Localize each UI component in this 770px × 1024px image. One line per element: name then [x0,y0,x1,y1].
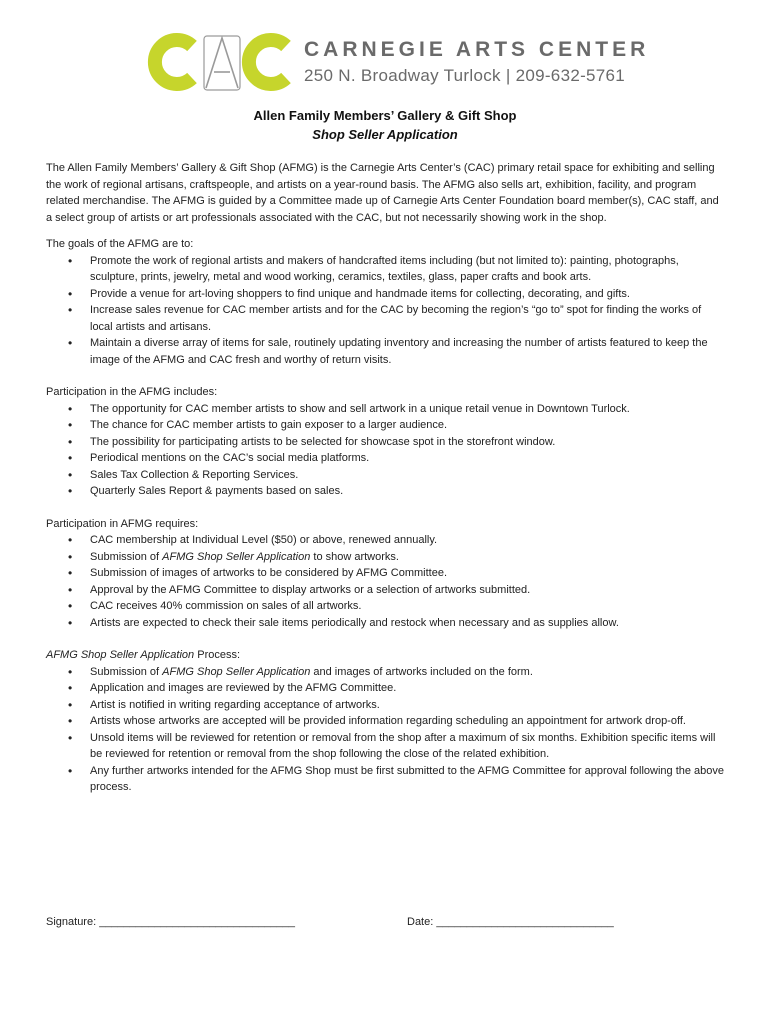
requires-list [46,532,726,631]
item-text: to show artworks. [310,550,399,563]
process-heading [46,647,726,664]
process-section [46,647,726,796]
list-item: • Artists whose artworks are accepted will be provided information regarding scheduling an appointment for artwork drop-off. [90,713,726,730]
application-name: AFMG Shop Seller Application [162,665,311,678]
list-item [90,549,726,566]
document-body [46,160,726,812]
list-item: • The chance for CAC member artists to gain exposer to a larger audience. [90,417,726,434]
list-item: • Periodical mentions on the CAC’s social media platforms. [90,450,726,467]
includes-list [46,401,726,500]
list-item: • Artists are expected to check their sale items periodically and restock when necessary and as supplies allow. [90,615,726,632]
item-text: and images of artworks included on the form. [310,665,533,678]
heading-text: Process: [194,649,241,661]
requires-section [46,516,726,632]
list-item: • Submission of images of artworks to be considered by AFMG Committee. [90,565,726,582]
intro-paragraph: The Allen Family Members’ Gallery & Gift Shop (AFMG) is the Carnegie Arts Center’s (CAC) primary retail space for exhibiting and selling the work of regional artisans, craftspeople, and artists on a year-round basis. The AFMG also sells art, exhibition, facility, and program related merchandise. The AFMG is guided by a Committee made up of Carnegie Arts Center Foundation board member(s), CAC staff, and a select group of artists or art professionals associated with the CAC, but not necessarily showing work in the shop. [46,162,719,224]
cac-logo [146,32,296,92]
goals-section [46,236,726,368]
application-name: AFMG Shop Seller Application [46,649,195,661]
page-title: Allen Family Members’ Gallery & Gift Shop [253,108,517,123]
item-text: Submission of [90,550,163,563]
requires-heading: Participation in AFMG requires: [46,517,199,530]
org-name: CARNEGIE ARTS CENTER [304,38,650,61]
org-address: 250 N. Broadway Turlock | 209-632-5761 [304,66,626,85]
list-item: • Quarterly Sales Report & payments based on sales. [90,483,726,500]
list-item: • Unsold items will be reviewed for retention or removal from the shop after a maximum of six months. Exhibition specific items will be reviewed for retention or removal from the shop following the close of the related exhibition. [90,730,726,763]
list-item: • CAC membership at Individual Level ($50) or above, renewed annually. [90,532,726,549]
list-item [90,664,726,681]
letterhead [146,30,650,96]
list-item: • Any further artworks intended for the AFMG Shop must be first submitted to the AFMG Committee for approval following the above process. [90,763,726,796]
includes-heading: Participation in the AFMG includes: [46,386,218,398]
date-field[interactable]: Date: _____________________________ [407,916,614,928]
list-item: • The possibility for participating artists to be selected for showcase spot in the storefront window. [90,434,726,451]
list-item: • The opportunity for CAC member artists to show and sell artwork in a unique retail venue in Downtown Turlock. [90,401,726,418]
list-item: • Sales Tax Collection & Reporting Services. [90,467,726,484]
list-item: • Promote the work of regional artists and makers of handcrafted items including (but not limited to): painting, photographs, sculpture, prints, jewelry, metal and wood working, ceramics, textiles, glass, paper crafts and book arts. [90,253,726,286]
list-item: • CAC receives 40% commission on sales of all artworks. [90,598,726,615]
application-name: AFMG Shop Seller Application [162,550,311,563]
list-item: • Increase sales revenue for CAC member artists and for the CAC by becoming the region’s “go to” spot for finding the works of local artists and artisans. [90,302,726,335]
list-item: • Application and images are reviewed by the AFMG Committee. [90,680,726,697]
goals-list [46,253,726,369]
list-item: • Maintain a diverse array of items for sale, routinely updating inventory and increasing the number of artists featured to keep the image of the AFMG and CAC fresh and worthy of return visits. [90,335,726,368]
list-item: • Artist is notified in writing regarding acceptance of artworks. [90,697,726,714]
list-item: • Approval by the AFMG Committee to display artworks or a selection of artworks submitted. [90,582,726,599]
page-subtitle: Shop Seller Application [312,127,458,142]
list-item: • Provide a venue for art-loving shoppers to find unique and handmade items for collecting, decorating, and gifts. [90,286,726,303]
goals-heading: The goals of the AFMG are to: [46,238,194,250]
signature-field[interactable]: Signature: ________________________________ [46,916,295,928]
process-list [46,664,726,796]
item-text: Submission of [90,665,163,678]
includes-section [46,384,726,500]
document-titles [0,106,770,144]
